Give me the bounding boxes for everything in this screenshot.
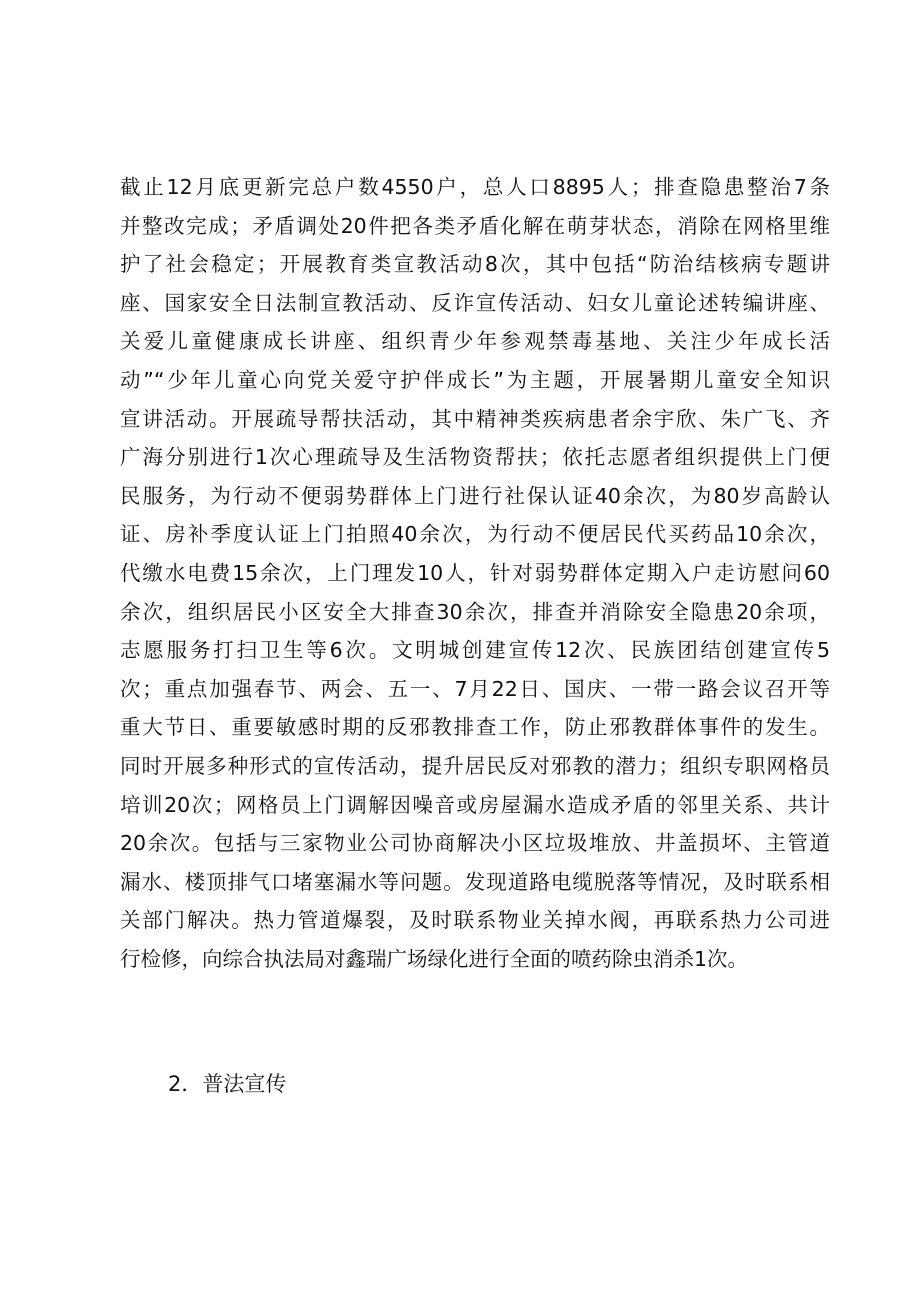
paragraph-line: 并整改完成；矛盾调处20件把各类矛盾化解在萌芽状态，消除在网格里维 <box>120 213 830 238</box>
paragraph-line: 同时开展多种形式的宣传活动，提升居民反对邪教的潜力；组织专职网格员 <box>120 753 830 778</box>
body-paragraph <box>120 168 830 978</box>
paragraph-line: 代缴水电费15余次，上门理发10人，针对弱势群体定期入户走访慰问60 <box>120 560 830 585</box>
paragraph-line: 志愿服务打扫卫生等6次。文明城创建宣传12次、民族团结创建宣传5 <box>120 638 830 663</box>
paragraph-line: 动”“少年儿童心向党关爱守护伴成长”为主题，开展暑期儿童安全知识 <box>120 367 830 392</box>
paragraph-line: 行检修，向综合执法局对鑫瑞广场绿化进行全面的喷药除虫消杀1次。 <box>120 946 749 971</box>
paragraph-line: 广海分别进行1次心理疏导及生活物资帮扶；依托志愿者组织提供上门便 <box>120 445 830 470</box>
paragraph-line: 关部门解决。热力管道爆裂，及时联系物业关掉水阀，再联系热力公司进 <box>120 908 830 933</box>
paragraph-line: 漏水、楼顶排气口堵塞漏水等问题。发现道路电缆脱落等情况，及时联系相 <box>120 869 830 894</box>
paragraph-line: 民服务，为行动不便弱势群体上门进行社保认证40余次，为80岁高龄认 <box>120 483 830 508</box>
paragraph-line: 护了社会稳定；开展教育类宣教活动8次，其中包括“防治结核病专题讲 <box>120 252 830 277</box>
paragraph-line: 证、房补季度认证上门拍照40余次，为行动不便居民代买药品10余次， <box>120 522 830 547</box>
paragraph-line: 截止12月底更新完总户数4550户，总人口8895人；排查隐患整治7条 <box>120 175 830 199</box>
paragraph-line: 重大节日、重要敏感时期的反邪教排查工作，防止邪教群体事件的发生。 <box>120 715 830 740</box>
paragraph-line: 座、国家安全日法制宣教活动、反诈宣传活动、妇女儿童论述转编讲座、 <box>120 290 830 315</box>
paragraph-line: 20余次。包括与三家物业公司协商解决小区垃圾堆放、井盖损坏、主管道 <box>120 831 830 856</box>
paragraph-line: 关爱儿童健康成长讲座、组织青少年参观禁毒基地、关注少年成长活 <box>120 329 830 354</box>
section-heading: 2．普法宣传 <box>168 1072 287 1096</box>
paragraph-line: 余次，组织居民小区安全大排查30余次，排查并消除安全隐患20余项， <box>120 599 830 624</box>
paragraph-line: 宣讲活动。开展疏导帮扶活动，其中精神类疾病患者余宇欣、朱广飞、齐 <box>120 406 830 431</box>
paragraph-line: 培训20次；网格员上门调解因噪音或房屋漏水造成矛盾的邻里关系、共计 <box>120 792 830 817</box>
paragraph-line: 次；重点加强春节、两会、五一、7月22日、国庆、一带一路会议召开等 <box>120 676 830 701</box>
